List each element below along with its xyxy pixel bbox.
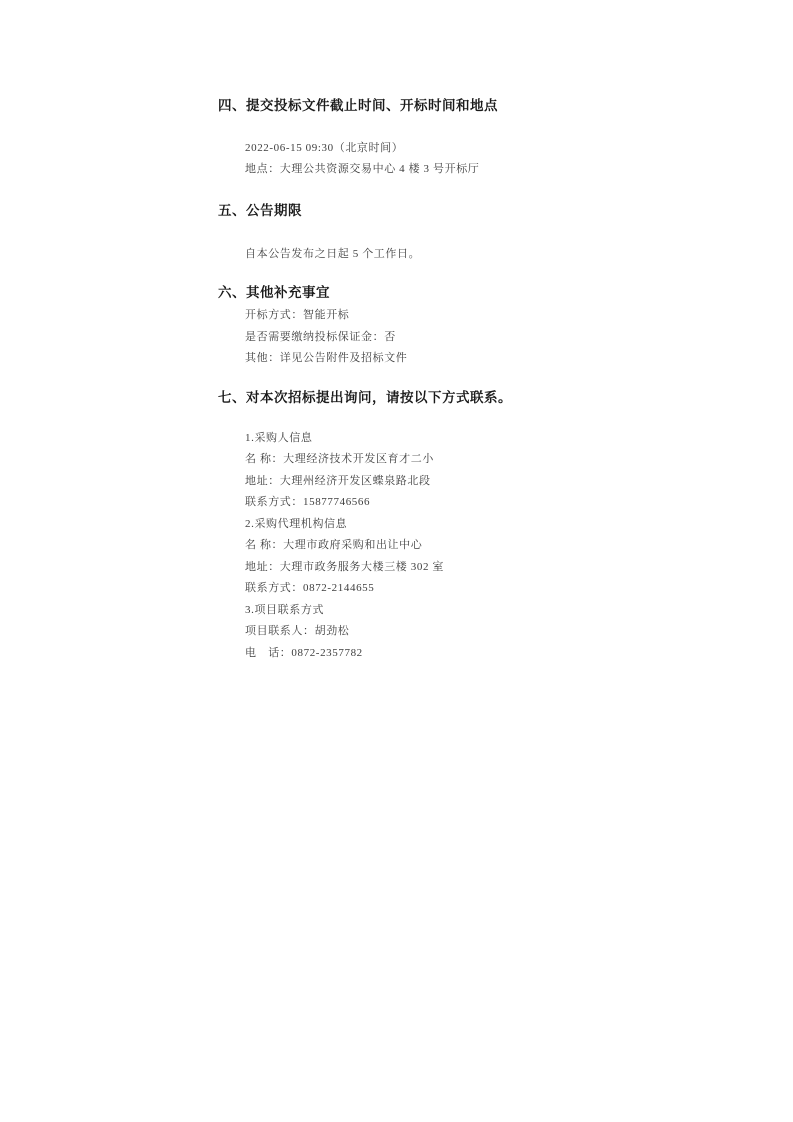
section-6-heading: 六、其他补充事宜 (218, 285, 330, 300)
purchaser-address: 地址：大理州经济开发区蝶泉路北段 (245, 475, 431, 487)
purchaser-contact: 联系方式：15877746566 (245, 496, 371, 508)
section-7-heading: 七、对本次招标提出询问，请按以下方式联系。 (218, 390, 512, 405)
agency-address: 地址：大理市政务服务大楼三楼 302 室 (245, 561, 444, 573)
section-4-heading: 四、提交投标文件截止时间、开标时间和地点 (218, 98, 498, 113)
agency-name: 名 称：大理市政府采购和出让中心 (245, 539, 423, 551)
purchaser-name: 名 称：大理经济技术开发区育才二小 (245, 453, 434, 465)
other-notes: 其他：详见公告附件及招标文件 (245, 352, 408, 364)
bid-bond-required: 是否需要缴纳投标保证金：否 (245, 331, 396, 343)
project-contact-person: 项目联系人：胡劲松 (245, 625, 350, 637)
purchaser-info-label: 1.采购人信息 (245, 432, 313, 444)
agency-info-label: 2.采购代理机构信息 (245, 518, 348, 530)
project-contact-label: 3.项目联系方式 (245, 604, 325, 616)
section-5-heading: 五、公告期限 (218, 203, 302, 218)
project-contact-phone: 电 话：0872-2357782 (245, 647, 363, 659)
bid-opening-method: 开标方式：智能开标 (245, 309, 350, 321)
agency-contact: 联系方式：0872-2144655 (245, 582, 375, 594)
announcement-period: 自本公告发布之日起 5 个工作日。 (245, 248, 421, 260)
bid-deadline-time: 2022-06-15 09:30（北京时间） (245, 142, 404, 154)
bid-opening-location: 地点：大理公共资源交易中心 4 楼 3 号开标厅 (245, 163, 480, 175)
